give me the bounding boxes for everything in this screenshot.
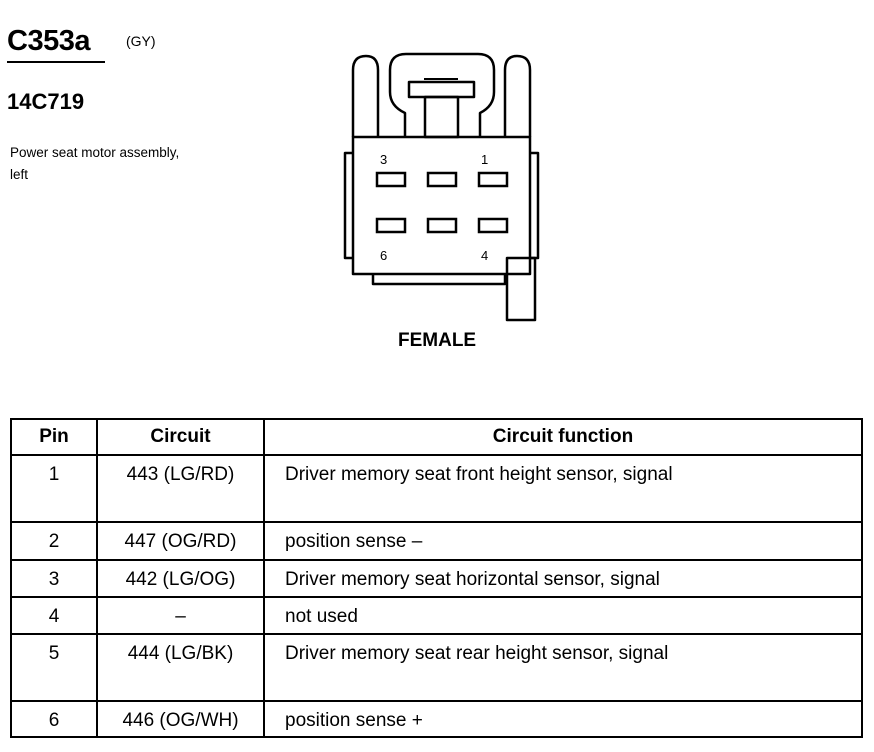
function-cell: Driver memory seat rear height sensor, signal	[264, 634, 862, 701]
circuit-cell: –	[97, 597, 264, 634]
connector-face-diagram	[0, 0, 874, 360]
lock-stem	[425, 97, 458, 137]
pin-label: 1	[481, 152, 489, 167]
pin-cavity-4	[479, 219, 507, 232]
pin-cell: 1	[11, 455, 97, 522]
pin-cavity-5	[428, 219, 456, 232]
function-cell: position sense –	[264, 522, 862, 560]
pin-cell: 6	[11, 701, 97, 737]
right-latch-arm	[505, 56, 530, 137]
function-cell: position sense +	[264, 701, 862, 737]
lock-frame	[390, 54, 494, 137]
table-row	[11, 455, 862, 522]
circuit-cell: 446 (OG/WH)	[97, 701, 264, 737]
pin-cell: 2	[11, 522, 97, 560]
pin-cavity-3	[377, 173, 405, 186]
pin-cell: 4	[11, 597, 97, 634]
pin-label: 6	[380, 248, 388, 263]
pin-label: 4	[481, 248, 489, 263]
function-cell: Driver memory seat horizontal sensor, signal	[264, 560, 862, 597]
table-row	[11, 597, 862, 634]
left-latch-arm	[353, 56, 378, 137]
circuit-cell: 442 (LG/OG)	[97, 560, 264, 597]
circuit-cell: 447 (OG/RD)	[97, 522, 264, 560]
pin-cavity-1	[479, 173, 507, 186]
lock-tab	[409, 82, 474, 97]
circuit-cell: 444 (LG/BK)	[97, 634, 264, 701]
table-row	[11, 522, 862, 560]
column-header-pin: Pin	[11, 419, 97, 455]
pin-cell: 5	[11, 634, 97, 701]
column-header-circuit: Circuit	[97, 419, 264, 455]
table-header-row	[11, 419, 862, 455]
circuit-cell: 443 (LG/RD)	[97, 455, 264, 522]
pin-label: 3	[380, 152, 388, 167]
column-header-function: Circuit function	[264, 419, 862, 455]
pinout-table	[10, 418, 863, 738]
connector-color: (GY)	[126, 33, 156, 49]
pin-cavity-2	[428, 173, 456, 186]
pin-cavity-6	[377, 219, 405, 232]
connector-id: C353a	[7, 25, 90, 57]
table-row	[11, 634, 862, 701]
pin-cell: 3	[11, 560, 97, 597]
table-row	[11, 701, 862, 737]
function-cell: Driver memory seat front height sensor, signal	[264, 455, 862, 522]
bottom-rail	[373, 274, 505, 284]
function-cell: not used	[264, 597, 862, 634]
table-row	[11, 560, 862, 597]
part-number: 14C719	[7, 89, 85, 114]
connector-description: Power seat motor assembly, left	[10, 145, 180, 182]
connector-view-label: FEMALE	[398, 330, 477, 351]
